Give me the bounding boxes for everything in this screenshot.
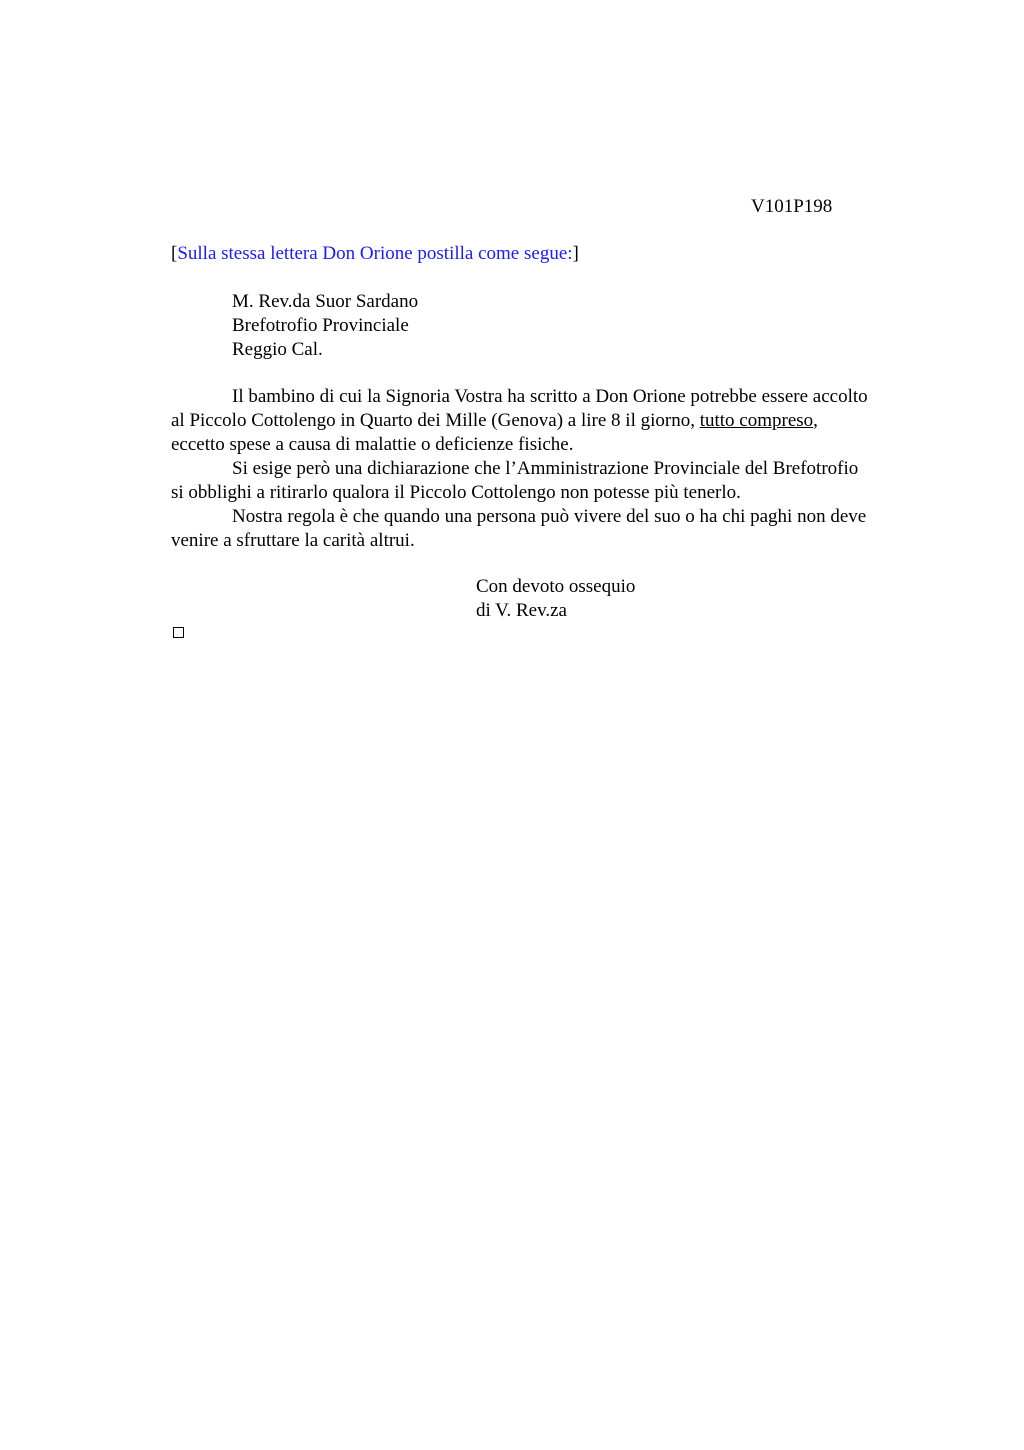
closing-line-1: Con devoto ossequio xyxy=(476,576,636,597)
letter-body xyxy=(171,385,931,553)
paragraph-3-line-2: venire a sfruttare la carità altrui. xyxy=(171,530,415,551)
paragraph-3-line-1: Nostra regola è che quando una persona può vivere del suo o ha chi paghi non deve xyxy=(232,506,867,527)
editor-note-open-bracket: [ xyxy=(171,243,178,264)
editor-note-close-bracket: ] xyxy=(572,243,579,264)
closing-line-2: di V. Rev.za xyxy=(476,600,567,621)
editor-note xyxy=(171,242,579,266)
paragraph-2-line-1: Si esige però una dichiarazione che l’Amministrazione Provinciale del Brefotrofio xyxy=(232,458,859,479)
address-line-institution: Brefotrofio Provinciale xyxy=(232,315,409,336)
closing-salutation xyxy=(476,575,635,623)
address-line-city: Reggio Cal. xyxy=(232,339,323,360)
square-box-icon xyxy=(173,627,184,638)
paragraph-1-line-3: eccetto spese a causa di malattie o deficienze fisiche. xyxy=(171,434,574,455)
paragraph-1-line-1: Il bambino di cui la Signoria Vostra ha scritto a Don Orione potrebbe essere accolto xyxy=(232,386,868,407)
recipient-address xyxy=(232,290,418,362)
document-id: V101P198 xyxy=(751,196,833,217)
editor-note-text: Sulla stessa lettera Don Orione postilla come segue: xyxy=(177,243,573,264)
paragraph-1-line-2-text: al Piccolo Cottolengo in Quarto dei Mille (Genova) a lire 8 il giorno, xyxy=(171,410,700,431)
paragraph-1-line-2-comma: , xyxy=(813,410,818,431)
paragraph-2-line-2: si obblighi a ritirarlo qualora il Piccolo Cottolengo non potesse più tenerlo. xyxy=(171,482,741,503)
paragraph-1-line-2 xyxy=(171,409,931,433)
underlined-phrase: tutto compreso xyxy=(699,410,814,431)
address-line-recipient: M. Rev.da Suor Sardano xyxy=(232,291,419,312)
